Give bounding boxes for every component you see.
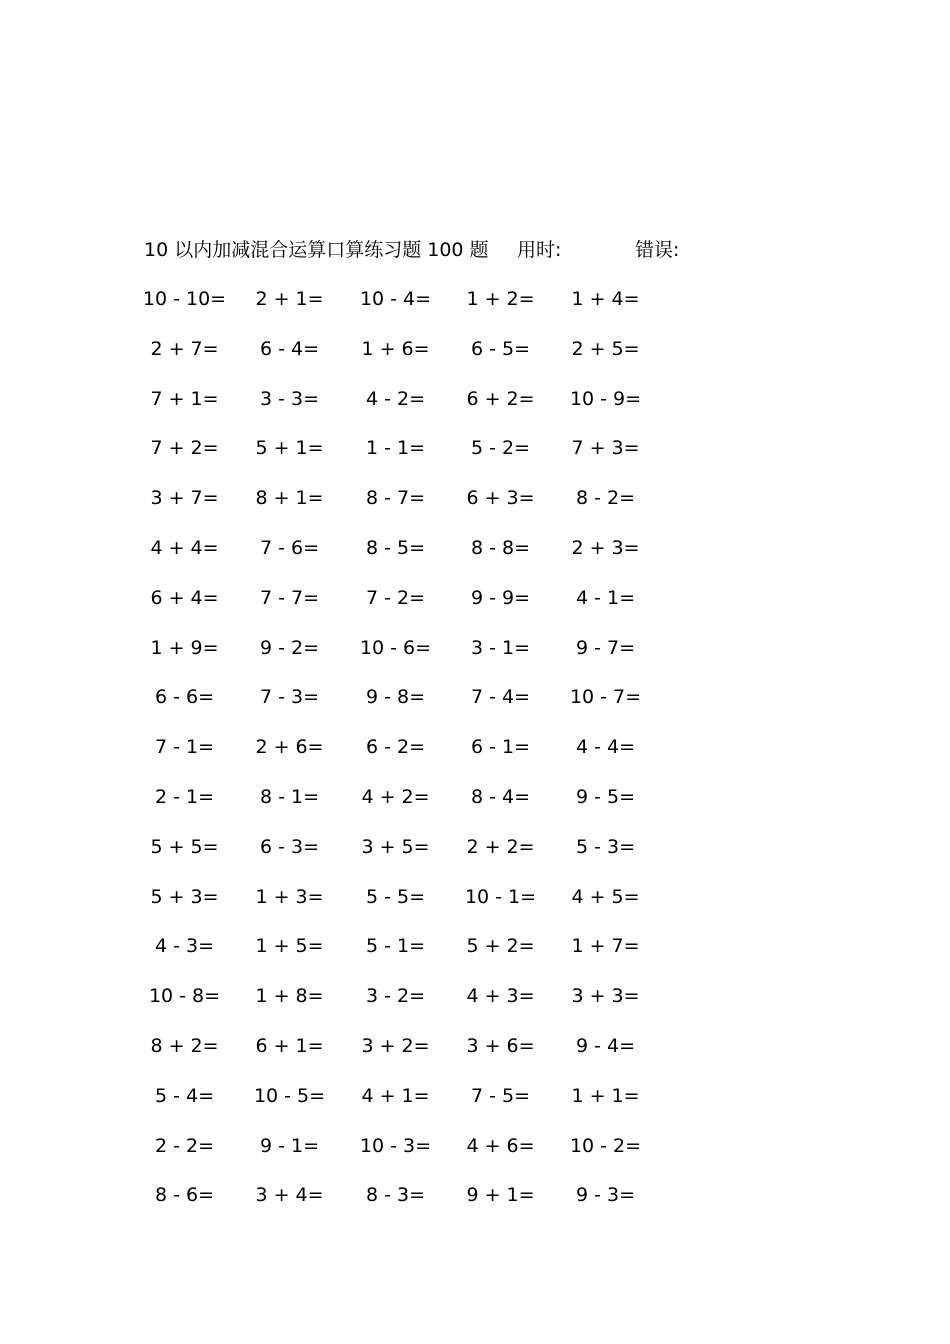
arithmetic-problem: 7 - 5=	[470, 1084, 531, 1107]
arithmetic-problem: 1 + 8=	[255, 985, 324, 1008]
arithmetic-problem: 9 + 1=	[466, 1184, 535, 1207]
arithmetic-problem: 1 + 4=	[571, 288, 640, 310]
arithmetic-problem: 1 + 9=	[150, 636, 219, 659]
arithmetic-problem: 7 + 2=	[150, 437, 219, 460]
arithmetic-problem: 3 + 7=	[150, 487, 219, 510]
arithmetic-problem: 10 - 9=	[569, 387, 642, 410]
problem-row	[0, 284, 950, 334]
arithmetic-problem: 8 + 2=	[150, 1034, 219, 1057]
arithmetic-problem: 8 - 8=	[470, 536, 531, 559]
arithmetic-problem: 10 - 6=	[359, 636, 432, 659]
arithmetic-problem: 10 - 3=	[359, 1134, 432, 1157]
error-count-label: 错误:	[635, 239, 680, 261]
arithmetic-problem: 6 - 5=	[470, 337, 531, 360]
arithmetic-problem: 10 - 8=	[148, 985, 221, 1008]
problem-row	[0, 882, 950, 932]
arithmetic-problem: 1 + 7=	[571, 935, 640, 958]
arithmetic-problem: 4 - 2=	[365, 387, 426, 410]
arithmetic-problem: 3 + 2=	[361, 1034, 430, 1057]
problem-row	[0, 384, 950, 434]
arithmetic-problem: 1 + 5=	[255, 935, 324, 958]
arithmetic-problem: 4 - 1=	[575, 586, 636, 609]
arithmetic-problem: 4 - 3=	[154, 935, 215, 958]
arithmetic-problem: 9 - 8=	[365, 686, 426, 709]
arithmetic-problem: 10 - 7=	[569, 686, 642, 709]
arithmetic-problem: 7 - 3=	[259, 686, 320, 709]
arithmetic-problem: 9 - 7=	[575, 636, 636, 659]
arithmetic-problem: 2 + 2=	[466, 835, 535, 858]
arithmetic-problem: 6 + 1=	[255, 1034, 324, 1057]
arithmetic-problem: 1 - 1=	[365, 437, 426, 460]
problem-grid	[0, 284, 950, 1230]
arithmetic-problem: 8 - 5=	[365, 536, 426, 559]
arithmetic-problem: 9 - 4=	[575, 1034, 636, 1057]
problem-row	[0, 732, 950, 782]
problem-row	[0, 981, 950, 1031]
arithmetic-problem: 7 - 4=	[470, 686, 531, 709]
problem-row	[0, 433, 950, 483]
arithmetic-problem: 4 + 5=	[571, 885, 640, 908]
problem-row	[0, 483, 950, 533]
arithmetic-problem: 1 + 3=	[255, 885, 324, 908]
arithmetic-problem: 2 + 5=	[571, 337, 640, 360]
arithmetic-problem: 3 + 4=	[255, 1184, 324, 1207]
problem-row	[0, 533, 950, 583]
arithmetic-problem: 6 + 4=	[150, 586, 219, 609]
arithmetic-problem: 10 - 5=	[253, 1084, 326, 1107]
arithmetic-problem: 6 + 3=	[466, 487, 535, 510]
arithmetic-problem: 3 + 5=	[361, 835, 430, 858]
arithmetic-problem: 7 - 7=	[259, 586, 320, 609]
arithmetic-problem: 5 + 1=	[255, 437, 324, 460]
arithmetic-problem: 9 - 1=	[259, 1134, 320, 1157]
arithmetic-problem: 4 + 6=	[466, 1134, 535, 1157]
arithmetic-problem: 9 - 9=	[470, 586, 531, 609]
problem-row	[0, 1131, 950, 1181]
arithmetic-problem: 8 - 2=	[575, 487, 636, 510]
arithmetic-problem: 6 - 1=	[470, 736, 531, 759]
problem-row	[0, 1180, 950, 1230]
arithmetic-problem: 8 - 6=	[154, 1184, 215, 1207]
arithmetic-problem: 3 - 1=	[470, 636, 531, 659]
arithmetic-problem: 2 + 3=	[571, 536, 640, 559]
arithmetic-problem: 5 + 2=	[466, 935, 535, 958]
problem-row	[0, 633, 950, 683]
arithmetic-problem: 3 - 2=	[365, 985, 426, 1008]
problem-row	[0, 832, 950, 882]
problem-row	[0, 1081, 950, 1131]
arithmetic-problem: 9 - 3=	[575, 1184, 636, 1207]
arithmetic-problem: 5 + 5=	[150, 835, 219, 858]
arithmetic-problem: 7 + 3=	[571, 437, 640, 460]
arithmetic-problem: 5 - 2=	[470, 437, 531, 460]
arithmetic-problem: 4 + 2=	[361, 785, 430, 808]
arithmetic-problem: 2 + 7=	[150, 337, 219, 360]
arithmetic-problem: 10 - 4=	[359, 288, 432, 310]
arithmetic-problem: 8 - 1=	[259, 785, 320, 808]
arithmetic-problem: 6 + 2=	[466, 387, 535, 410]
arithmetic-problem: 1 + 6=	[361, 337, 430, 360]
arithmetic-problem: 2 - 2=	[154, 1134, 215, 1157]
arithmetic-problem: 7 - 6=	[259, 536, 320, 559]
time-used-label: 用时:	[517, 239, 562, 261]
arithmetic-problem: 1 + 1=	[571, 1084, 640, 1107]
arithmetic-problem: 2 + 1=	[255, 288, 324, 310]
arithmetic-problem: 10 - 10=	[142, 288, 227, 310]
arithmetic-problem: 8 - 4=	[470, 785, 531, 808]
arithmetic-problem: 10 - 2=	[569, 1134, 642, 1157]
arithmetic-problem: 8 - 3=	[365, 1184, 426, 1207]
arithmetic-problem: 4 + 1=	[361, 1084, 430, 1107]
arithmetic-problem: 5 - 1=	[365, 935, 426, 958]
arithmetic-problem: 5 - 4=	[154, 1084, 215, 1107]
problem-row	[0, 931, 950, 981]
arithmetic-problem: 9 - 5=	[575, 785, 636, 808]
arithmetic-problem: 7 - 2=	[365, 586, 426, 609]
arithmetic-problem: 5 + 3=	[150, 885, 219, 908]
arithmetic-problem: 6 - 6=	[154, 686, 215, 709]
arithmetic-problem: 1 + 2=	[466, 288, 535, 310]
arithmetic-problem: 5 - 3=	[575, 835, 636, 858]
arithmetic-problem: 6 - 4=	[259, 337, 320, 360]
arithmetic-problem: 6 - 3=	[259, 835, 320, 858]
arithmetic-problem: 7 + 1=	[150, 387, 219, 410]
arithmetic-problem: 3 - 3=	[259, 387, 320, 410]
arithmetic-problem: 6 - 2=	[365, 736, 426, 759]
arithmetic-problem: 8 + 1=	[255, 487, 324, 510]
arithmetic-problem: 10 - 1=	[464, 885, 537, 908]
arithmetic-problem: 9 - 2=	[259, 636, 320, 659]
arithmetic-problem: 3 + 6=	[466, 1034, 535, 1057]
arithmetic-problem: 2 - 1=	[154, 785, 215, 808]
problem-row	[0, 782, 950, 832]
problem-row	[0, 583, 950, 633]
arithmetic-problem: 4 - 4=	[575, 736, 636, 759]
arithmetic-problem: 5 - 5=	[365, 885, 426, 908]
arithmetic-problem: 2 + 6=	[255, 736, 324, 759]
problem-row	[0, 682, 950, 732]
arithmetic-problem: 3 + 3=	[571, 985, 640, 1008]
worksheet-header	[144, 236, 744, 264]
arithmetic-problem: 4 + 4=	[150, 536, 219, 559]
problem-row	[0, 334, 950, 384]
arithmetic-problem: 7 - 1=	[154, 736, 215, 759]
worksheet-title: 10 以内加减混合运算口算练习题 100 题	[144, 239, 489, 261]
problem-row	[0, 1031, 950, 1081]
arithmetic-problem: 8 - 7=	[365, 487, 426, 510]
arithmetic-problem: 4 + 3=	[466, 985, 535, 1008]
